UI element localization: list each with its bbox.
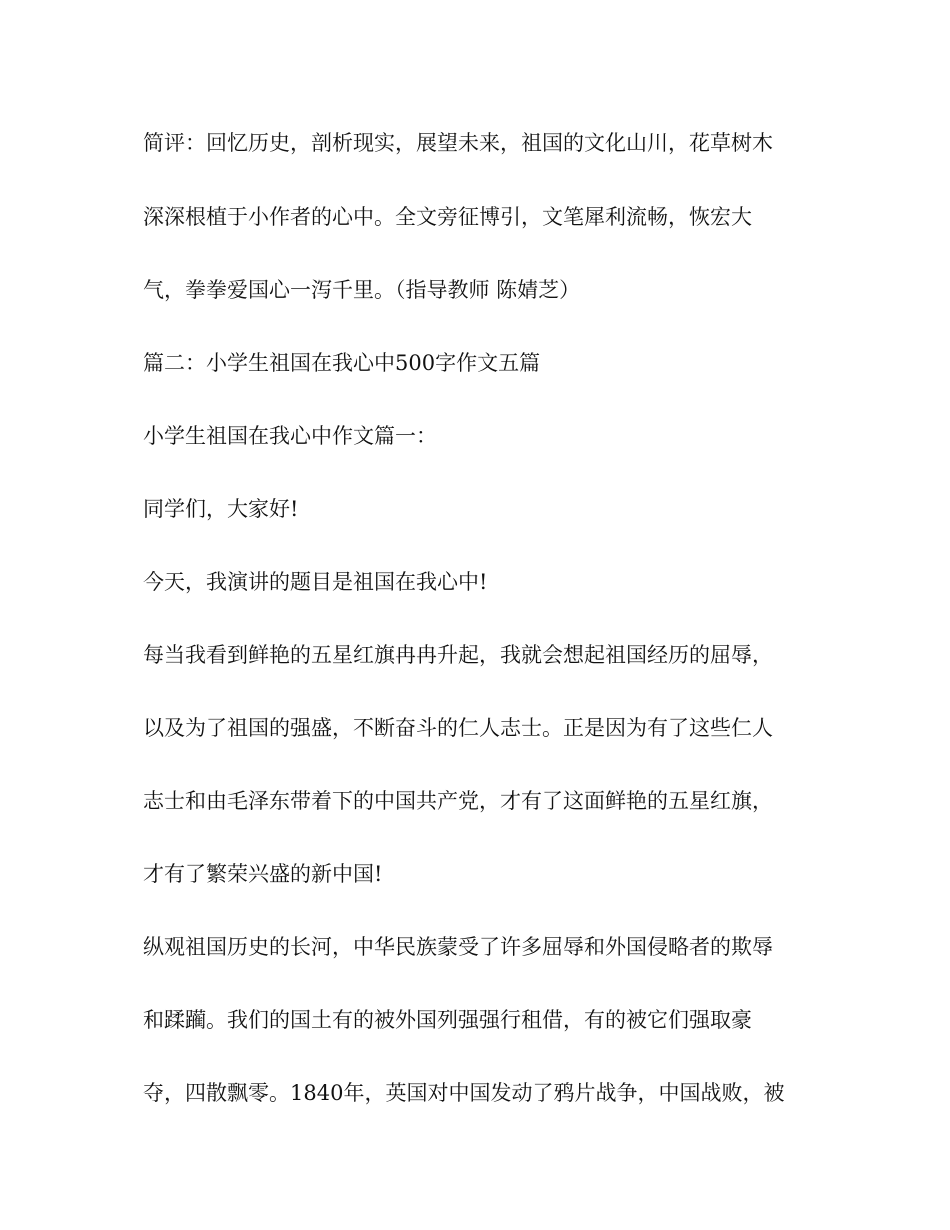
text-line-13: 和蹂躏。我们的国土有的被外国列强强行租借，有的被它们强取豪: [143, 1008, 752, 1032]
section-heading: 篇二：小学生祖国在我心中500字作文五篇: [143, 351, 541, 375]
text-line-12: 纵观祖国历史的长河，中华民族蒙受了许多屈辱和外国侵略者的欺辱: [143, 935, 773, 959]
text-line-11: 才有了繁荣兴盛的新中国!: [143, 862, 383, 886]
text-line-2: 深深根植于小作者的心中。全文旁征博引，文笔犀利流畅，恢宏大: [143, 205, 752, 229]
text-line-8: 每当我看到鲜艳的五星红旗冉冉升起，我就会想起祖国经历的屈辱，: [143, 643, 773, 667]
text-line-3: 气，拳拳爱国心一泻千里。（指导教师 陈婧芝）: [143, 278, 581, 302]
text-line-9: 以及为了祖国的强盛，不断奋斗的仁人志士。正是因为有了这些仁人: [143, 716, 773, 740]
text-line-6: 同学们，大家好!: [143, 497, 299, 521]
article-subheading: 小学生祖国在我心中作文篇一：: [143, 424, 437, 448]
text-line-1: 简评：回忆历史，剖析现实，展望未来，祖国的文化山川，花草树木: [143, 131, 773, 155]
text-line-14: 夺，四散飘零。1840年，英国对中国发动了鸦片战争，中国战败，被: [143, 1081, 785, 1105]
text-line-10: 志士和由毛泽东带着下的中国共产党，才有了这面鲜艳的五星红旗，: [143, 789, 773, 813]
text-line-7: 今天，我演讲的题目是祖国在我心中!: [143, 570, 488, 594]
